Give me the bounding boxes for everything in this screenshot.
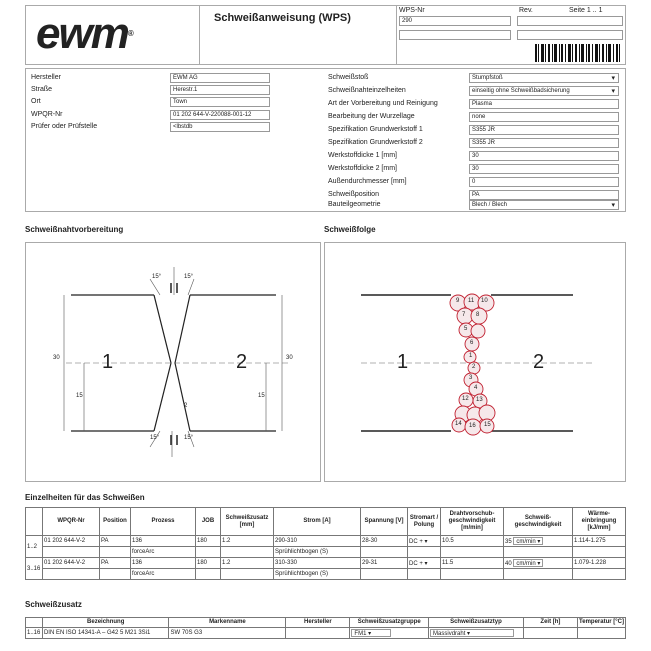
- stromart-cell[interactable]: DC + ▾: [408, 536, 441, 547]
- spannung-cell[interactable]: 29-31: [361, 558, 408, 569]
- seq-diagram: [324, 242, 626, 482]
- prep-title: Schweißnahtvorbereitung: [25, 225, 124, 234]
- root-gap-label: 2: [184, 403, 188, 409]
- schweissstoss-select[interactable]: Stumpfstoß ▾: [469, 73, 619, 83]
- col-header: Stromart / Polung: [408, 508, 441, 536]
- row-range: 3..16: [26, 558, 43, 580]
- bead-label: 5: [464, 326, 468, 332]
- wpqr-nr-field[interactable]: 01 202 644-V-220088-001-12: [170, 110, 270, 120]
- prep-drawing: [26, 243, 322, 483]
- col-range: [26, 618, 43, 628]
- speed-cell[interactable]: 35 cm/min ▾: [504, 536, 573, 547]
- vorbereitung-field[interactable]: Plasma: [469, 99, 619, 109]
- col-header: Temperatur [°C]: [578, 618, 626, 628]
- position-cell[interactable]: PA: [100, 558, 131, 569]
- arc-type-cell[interactable]: Sprühlichtbogen (S): [274, 569, 361, 580]
- filler-table: [25, 617, 626, 639]
- col-header: Zeit [h]: [523, 618, 577, 628]
- part-1-label: 1: [397, 351, 409, 373]
- bead-label: 2: [472, 364, 476, 370]
- col-header: Bezeichnung: [42, 618, 169, 628]
- col-header: Strom [A]: [274, 508, 361, 536]
- field-label: Schweißstoß: [328, 74, 369, 81]
- grundwerkstoff-2-field[interactable]: S355 JR: [469, 138, 619, 148]
- field-label: Art der Vorbereitung und Reinigung: [328, 100, 438, 107]
- col-header: WPQR-Nr: [43, 508, 100, 536]
- hersteller-cell[interactable]: [286, 628, 350, 639]
- prep-diagram: [25, 242, 321, 482]
- bezeichnung-cell[interactable]: DIN EN ISO 14341-A – G42 5 M21 3Si1: [42, 628, 169, 639]
- row-range: 1..2: [26, 536, 43, 558]
- col-header: Position: [100, 508, 131, 536]
- bead-label: 7: [462, 312, 466, 318]
- table-row: [26, 536, 626, 547]
- markenname-cell[interactable]: SW 70S G3: [169, 628, 286, 639]
- bead-label: 3: [469, 375, 473, 381]
- header-logo-box: [25, 5, 200, 65]
- wps-nr-field[interactable]: 290: [399, 16, 511, 26]
- position-cell[interactable]: PA: [100, 536, 131, 547]
- process-variant-cell[interactable]: forceArc: [131, 569, 196, 580]
- col-header: Schweiß-geschwindigkeit: [504, 508, 573, 536]
- spannung-cell[interactable]: 28-30: [361, 536, 408, 547]
- col-header: Schweißzusatztyp: [429, 618, 524, 628]
- page-number: Seite 1 .. 1: [569, 7, 603, 14]
- header-meta-box: [396, 5, 626, 65]
- wps-nr-label: WPS-Nr: [399, 7, 425, 14]
- ewm-logo: ewm®: [36, 9, 132, 58]
- col-range: [26, 508, 43, 536]
- field-label: WPQR-Nr: [31, 111, 63, 118]
- filler-title: Schweißzusatz: [25, 600, 82, 609]
- process-variant-cell[interactable]: forceArc: [131, 547, 196, 558]
- angle-label: 15°: [152, 274, 162, 280]
- waerme-cell[interactable]: 1.079-1.228: [573, 558, 626, 569]
- bead-label: 4: [474, 385, 478, 391]
- bauteilgeometrie-select[interactable]: Blech / Blech ▾: [469, 200, 619, 210]
- barcode: [535, 44, 621, 62]
- temperatur-cell[interactable]: [578, 628, 626, 639]
- draht-cell[interactable]: 11.5: [441, 558, 504, 569]
- werkstoffdicke-2-field[interactable]: 30: [469, 164, 619, 174]
- angle-label: 15°: [184, 274, 194, 280]
- dimension-label: 30: [286, 355, 293, 361]
- process-cell[interactable]: 136: [131, 536, 196, 547]
- field-label: Außendurchmesser [mm]: [328, 178, 407, 185]
- dimension-label: 15: [76, 393, 83, 399]
- strom-cell[interactable]: 290-310: [274, 536, 361, 547]
- bead-label: 6: [470, 340, 474, 346]
- draht-cell[interactable]: 10.5: [441, 536, 504, 547]
- zeit-cell[interactable]: [523, 628, 577, 639]
- ort-field[interactable]: Town: [170, 97, 270, 107]
- col-header: Wärme-einbringung [kJ/mm]: [573, 508, 626, 536]
- wpqr-cell[interactable]: 01 202 644-V-2: [43, 558, 100, 569]
- field-label: Bauteilgeometrie: [328, 201, 381, 208]
- col-header: Prozess: [131, 508, 196, 536]
- strasse-field[interactable]: Herestr.1: [170, 85, 270, 95]
- wurzellage-field[interactable]: none: [469, 112, 619, 122]
- field-label: Spezifikation Grundwerkstoff 1: [328, 126, 423, 133]
- job-cell[interactable]: 180: [196, 558, 221, 569]
- zusatz-cell[interactable]: 1.2: [221, 536, 274, 547]
- col-header: Schweißzusatz [mm]: [221, 508, 274, 536]
- page-title: Schweißanweisung (WPS): [214, 12, 351, 24]
- col-header: Markenname: [169, 618, 286, 628]
- bead-label: 12: [462, 396, 469, 402]
- werkstoffdicke-1-field[interactable]: 30: [469, 151, 619, 161]
- field-label: Werkstoffdicke 2 [mm]: [328, 165, 397, 172]
- angle-label: 15°: [184, 435, 194, 441]
- field-label: Schweißposition: [328, 191, 379, 198]
- typ-cell[interactable]: [429, 628, 524, 639]
- gruppe-select[interactable]: FM1 ▾: [351, 629, 391, 637]
- col-header: JOB: [196, 508, 221, 536]
- bead-label: 11: [468, 298, 475, 304]
- stromart-cell[interactable]: DC + ▾: [408, 558, 441, 569]
- zusatz-cell[interactable]: 1.2: [221, 558, 274, 569]
- speed-unit-select[interactable]: cm/min ▾: [513, 559, 543, 567]
- field-label: Werkstoffdicke 1 [mm]: [328, 152, 397, 159]
- extra-field-2[interactable]: [517, 30, 623, 40]
- col-header: Drahtvorschub-geschwindigkeit [m/min]: [441, 508, 504, 536]
- aussendurchmesser-field[interactable]: 0: [469, 177, 619, 187]
- part-1-label: 1: [102, 351, 114, 373]
- gruppe-cell[interactable]: [350, 628, 429, 639]
- bead-label: 10: [481, 298, 488, 304]
- field-label: Schweißnahteinzelheiten: [328, 87, 406, 94]
- rev-field[interactable]: [517, 16, 623, 26]
- part-2-label: 2: [236, 351, 248, 373]
- hersteller-field[interactable]: EWM AG: [170, 73, 270, 83]
- arc-type-cell[interactable]: Sprühlichtbogen (S): [274, 547, 361, 558]
- table-row: [26, 628, 626, 639]
- schweissposition-field[interactable]: PA: [469, 190, 619, 200]
- rev-label: Rev.: [519, 7, 533, 14]
- dimension-label: 30: [53, 355, 60, 361]
- weld-details-table: [25, 507, 626, 580]
- seq-title: Schweißfolge: [324, 225, 376, 234]
- seq-drawing: [325, 243, 627, 483]
- part-2-label: 2: [533, 351, 545, 373]
- extra-field-1[interactable]: [399, 30, 511, 40]
- field-label: Prüfer oder Prüfstelle: [31, 123, 98, 130]
- col-header: Schweißzusatzgruppe: [350, 618, 429, 628]
- field-label: Hersteller: [31, 74, 61, 81]
- process-cell[interactable]: 136: [131, 558, 196, 569]
- job-cell[interactable]: 180: [196, 536, 221, 547]
- col-header: Hersteller: [286, 618, 350, 628]
- bead-label: 13: [476, 397, 483, 403]
- header-title-box: [199, 5, 397, 65]
- grundwerkstoff-1-field[interactable]: S355 JR: [469, 125, 619, 135]
- bead-label: 14: [455, 421, 462, 427]
- waerme-cell[interactable]: 1.114-1.275: [573, 536, 626, 547]
- angle-label: 15°: [150, 435, 160, 441]
- wpqr-cell[interactable]: 01 202 644-V-2: [43, 536, 100, 547]
- bead-label: 9: [456, 298, 460, 304]
- col-header: Spannung [V]: [361, 508, 408, 536]
- bead-label: 15: [484, 422, 491, 428]
- speed-unit-select[interactable]: cm/min ▾: [513, 537, 543, 545]
- nahteinzelheiten-select[interactable]: einseitig ohne Schweißbadsicherung ▾: [469, 86, 619, 96]
- pruefer-field[interactable]: <lbstdb: [170, 122, 270, 132]
- bead-label: 8: [476, 312, 480, 318]
- field-label: Bearbeitung der Wurzellage: [328, 113, 415, 120]
- speed-cell[interactable]: 40 cm/min ▾: [504, 558, 573, 569]
- table-row: [26, 558, 626, 569]
- bead-label: 16: [469, 423, 476, 429]
- field-label: Straße: [31, 86, 53, 93]
- weld-details-title: Einzelheiten für das Schweißen: [25, 493, 145, 502]
- dimension-label: 15: [258, 393, 265, 399]
- field-label: Spezifikation Grundwerkstoff 2: [328, 139, 423, 146]
- bead-label: 1: [469, 353, 473, 359]
- row-range: 1..16: [26, 628, 43, 639]
- strom-cell[interactable]: 310-330: [274, 558, 361, 569]
- field-label: Ort: [31, 98, 41, 105]
- typ-select[interactable]: Massivdraht ▾: [430, 629, 514, 637]
